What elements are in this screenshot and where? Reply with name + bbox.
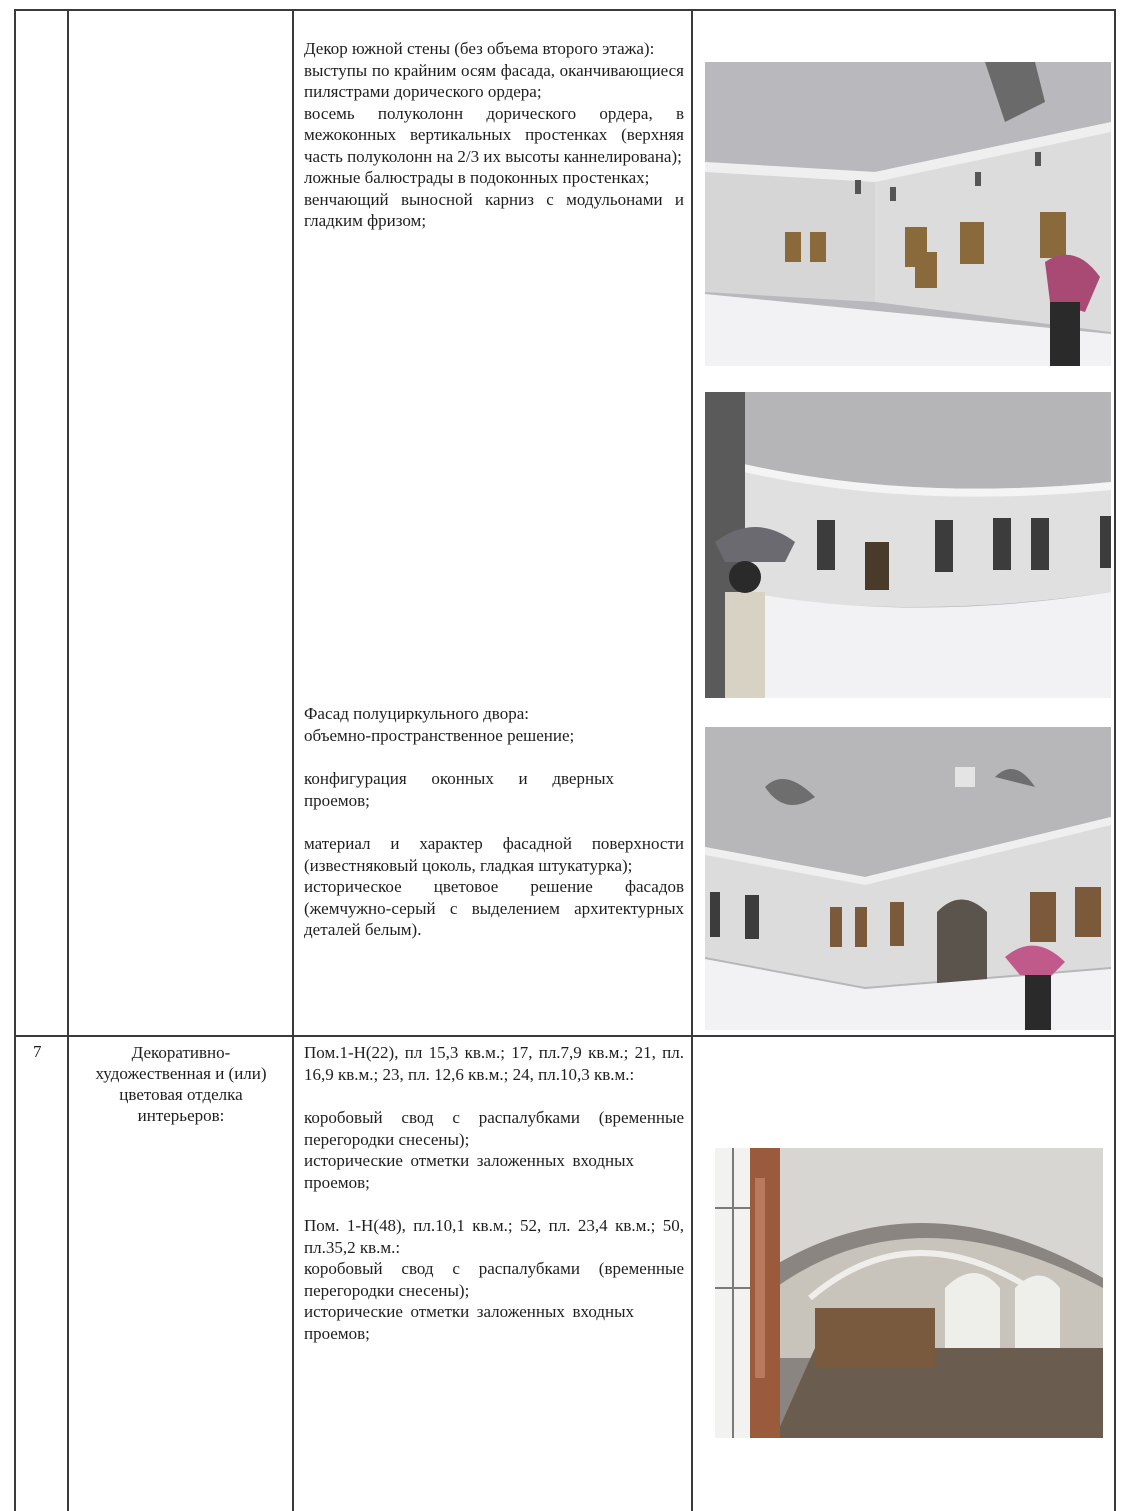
south-wall-decor-text bbox=[304, 38, 684, 232]
paragraph: восемь полуколонн дорического ордера, в межоконных вертикальных простенках (верхняя часть полуколонн на 2/3 их высоты каннелирована); bbox=[304, 103, 684, 166]
interior-finish-text bbox=[304, 1042, 684, 1344]
paragraph: материал и характер фасадной поверхности (известняковый цоколь, гладкая штукатурка); bbox=[304, 834, 684, 875]
paragraph: ложные балюстрады в подоконных простенках; bbox=[304, 168, 650, 187]
interior-photo bbox=[715, 1148, 1103, 1438]
paragraph: выступы по крайним осям фасада, оканчивающиеся пилястрами дорического ордера; bbox=[304, 60, 684, 101]
paragraph: историческое цветовое решение фасадов (жемчужно-серый с выделением архитектурных деталей белым). bbox=[304, 877, 684, 939]
paragraph: коробовый свод с распалубками (временные перегородки снесены); bbox=[304, 1108, 684, 1149]
row-separator bbox=[14, 1035, 1116, 1037]
column-divider-1 bbox=[67, 9, 69, 1511]
column-divider-2 bbox=[292, 9, 294, 1511]
paragraph: Декор южной стены (без объема второго этажа): bbox=[304, 39, 655, 58]
row-number: 7 bbox=[33, 1042, 42, 1061]
courtyard-photo-1 bbox=[705, 62, 1111, 366]
table-right-border bbox=[1114, 9, 1116, 1511]
paragraph: исторические отметки заложенных входных проемов; bbox=[304, 1151, 634, 1192]
paragraph: Фасад полуциркульного двора: bbox=[304, 704, 529, 723]
row-title: Декоративно-художественная и (или) цветовая отделка интерьеров: bbox=[95, 1043, 267, 1125]
paragraph: коробовый свод с распалубками (временные перегородки снесены); bbox=[304, 1259, 684, 1300]
semicircular-facade-text bbox=[304, 703, 684, 941]
column-divider-3 bbox=[691, 9, 693, 1511]
paragraph: конфигурация оконных и дверных проемов; bbox=[304, 769, 614, 810]
paragraph: венчающий выносной карниз с модульонами и гладким фризом; bbox=[304, 189, 684, 230]
table-top-border bbox=[14, 9, 1116, 11]
table-left-border bbox=[14, 9, 16, 1511]
paragraph: Пом. 1-Н(48), пл.10,1 кв.м.; 52, пл. 23,4 кв.м.; 50, пл.35,2 кв.м.: bbox=[304, 1216, 684, 1257]
paragraph: Пом.1-Н(22), пл 15,3 кв.м.; 17, пл.7,9 кв.м.; 21, пл. 16,9 кв.м.; 23, пл. 12,6 кв.м.; 24, пл.10,3 кв.м.: bbox=[304, 1043, 684, 1084]
paragraph: исторические отметки заложенных входных проемов; bbox=[304, 1302, 634, 1343]
paragraph: объемно-пространственное решение; bbox=[304, 725, 575, 745]
courtyard-photo-2 bbox=[705, 392, 1111, 698]
courtyard-photo-3 bbox=[705, 727, 1111, 1030]
